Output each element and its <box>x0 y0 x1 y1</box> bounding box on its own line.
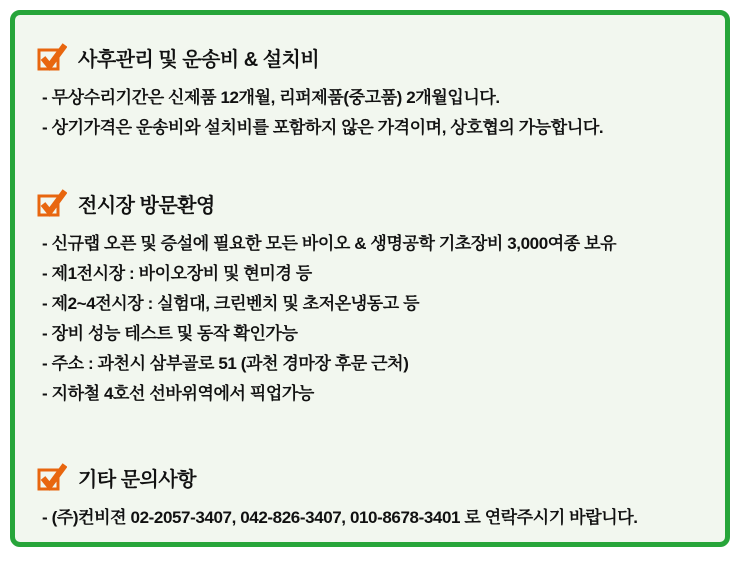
item-list <box>37 229 707 409</box>
checkbox-checked-icon <box>37 43 67 71</box>
section-title: 사후관리 및 운송비 & 설치비 <box>78 48 320 71</box>
list-item: - 무상수리기간은 신제품 12개월, 리퍼제품(중고품) 2개월입니다. <box>42 88 500 107</box>
checkbox-checked-icon <box>37 189 67 217</box>
list-item: - 장비 성능 테스트 및 동작 확인가능 <box>42 324 298 343</box>
item-list <box>37 503 707 533</box>
checkbox-checked-icon <box>37 463 67 491</box>
section-aftercare <box>37 43 707 143</box>
section-title-row <box>37 463 707 491</box>
list-item: - (주)컨비젼 02-2057-3407, 042-826-3407, 010-8678-3401 로 연락주시기 바랍니다. <box>42 508 638 527</box>
section-title-row <box>37 43 707 71</box>
section-contact <box>37 463 707 533</box>
list-item: - 지하철 4호선 선바위역에서 픽업가능 <box>42 384 314 403</box>
section-showroom <box>37 189 707 409</box>
section-title: 전시장 방문환영 <box>78 194 215 217</box>
list-item: - 주소 : 과천시 삼부골로 51 (과천 경마장 후문 근처) <box>42 354 409 373</box>
list-item: - 상기가격은 운송비와 설치비를 포함하지 않은 가격이며, 상호협의 가능합니다. <box>42 118 604 137</box>
list-item: - 신규랩 오픈 및 증설에 필요한 모든 바이오 & 생명공학 기초장비 3,000여종 보유 <box>42 234 617 253</box>
list-item: - 제1전시장 : 바이오장비 및 현미경 등 <box>42 264 312 283</box>
info-panel <box>10 10 730 547</box>
list-item: - 제2~4전시장 : 실험대, 크린벤치 및 초저온냉동고 등 <box>42 294 420 313</box>
section-title: 기타 문의사항 <box>78 468 196 491</box>
item-list <box>37 83 707 143</box>
section-title-row <box>37 189 707 217</box>
